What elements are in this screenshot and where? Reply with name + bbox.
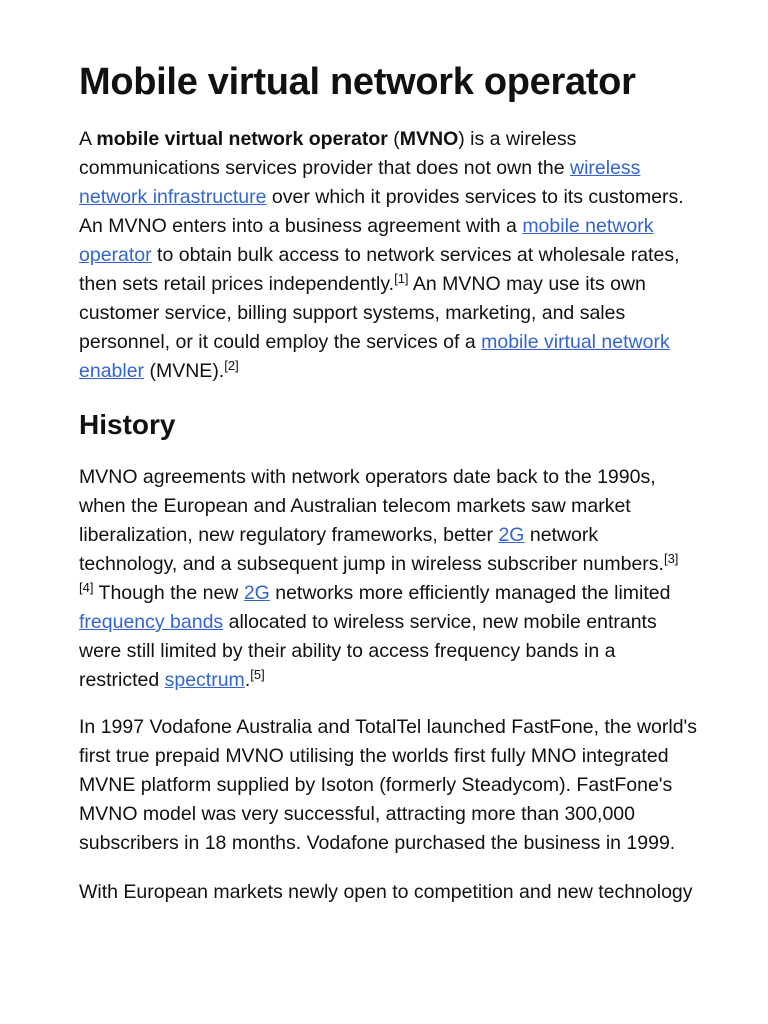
text-line <box>79 608 699 637</box>
text-run: ( <box>387 128 400 150</box>
text-run: An MVNO enters into a business agreement with a <box>79 215 523 237</box>
link-frequency-bands[interactable]: frequency bands <box>79 611 224 633</box>
text-run: then sets retail prices independently. <box>79 273 395 295</box>
link-spectrum[interactable]: spectrum <box>164 669 245 691</box>
text-run: An MVNO may use its own <box>408 273 646 295</box>
text-run: restricted <box>79 669 165 691</box>
history-paragraph-3 <box>79 878 699 907</box>
text-run: ) is a wireless <box>458 128 577 150</box>
text-line <box>79 241 699 270</box>
text-run: to obtain bulk access to network services at wholesale rates, <box>151 244 680 266</box>
text-line: In 1997 Vodafone Australia and TotalTel launched FastFone, the world's <box>79 716 698 738</box>
text-run: allocated to wireless service, new mobile entrants <box>223 611 657 633</box>
reference-5[interactable]: [5] <box>250 666 265 682</box>
reference-3[interactable]: [3] <box>663 550 679 566</box>
intro-paragraph <box>79 125 699 386</box>
text-run: networks more efficiently managed the limited <box>269 582 671 604</box>
text-line <box>79 550 699 579</box>
text-run: liberalization, new regulatory frameworks, better <box>79 524 499 546</box>
text-line: when the European and Australian telecom markets saw market <box>79 495 631 517</box>
text-line <box>79 328 699 357</box>
text-line <box>79 125 699 154</box>
text-line <box>79 183 699 212</box>
history-paragraph-1 <box>79 463 699 695</box>
link-mobile-network-operator[interactable]: mobile network <box>522 215 654 237</box>
text-line: MVNE platform supplied by Isoton (formerly Steadycom). FastFone's <box>79 774 673 796</box>
text-line <box>79 357 699 386</box>
text-line: MVNO agreements with network operators date back to the 1990s, <box>79 466 656 488</box>
bold-term: mobile virtual network operator <box>96 128 388 150</box>
text-line: subscribers in 18 months. Vodafone purchased the business in 1999. <box>79 832 676 854</box>
reference-4[interactable]: [4] <box>79 579 94 595</box>
text-line: MVNO model was very successful, attracting more than 300,000 <box>79 803 635 825</box>
text-run: communications services provider that does not own the <box>79 157 570 179</box>
text-line <box>79 270 699 299</box>
text-run: (MVNE). <box>144 360 225 382</box>
text-line: customer service, billing support systems, marketing, and sales <box>79 302 626 324</box>
section-heading-history: History <box>79 409 176 440</box>
text-run: A <box>79 128 97 150</box>
link-2g[interactable]: 2G <box>498 524 525 546</box>
text-line <box>79 666 699 695</box>
link-wireless-network-infrastructure[interactable]: network infrastructure <box>79 186 267 208</box>
link-2g[interactable]: 2G <box>243 582 270 604</box>
text-run: personnel, or it could employ the services of a <box>79 331 482 353</box>
text-line: were still limited by their ability to access frequency bands in a <box>79 640 616 662</box>
reference-1[interactable]: [1] <box>394 270 409 286</box>
text-line <box>79 212 699 241</box>
link-mobile-virtual-network-enabler[interactable]: mobile virtual network <box>481 331 670 353</box>
text-line: With European markets newly open to competition and new technology <box>79 881 693 903</box>
history-paragraph-2 <box>79 713 699 858</box>
text-run: technology, and a subsequent jump in wireless subscriber numbers. <box>79 553 664 575</box>
link-mobile-virtual-network-enabler[interactable]: enabler <box>79 360 145 382</box>
text-run: . <box>244 669 251 691</box>
link-mobile-network-operator[interactable]: operator <box>79 244 152 266</box>
text-run: network <box>524 524 599 546</box>
text-run: Though the new <box>93 582 244 604</box>
text-line <box>79 521 699 550</box>
text-line: first true prepaid MVNO utilising the worlds first fully MNO integrated <box>79 745 669 767</box>
link-wireless-network-infrastructure[interactable]: wireless <box>570 157 641 179</box>
bold-abbreviation: MVNO <box>399 128 459 150</box>
text-line <box>79 154 699 183</box>
page-title: Mobile virtual network operator <box>79 61 636 103</box>
text-line <box>79 579 699 608</box>
text-run: over which it provides services to its customers. <box>266 186 684 208</box>
reference-2[interactable]: [2] <box>224 357 239 373</box>
